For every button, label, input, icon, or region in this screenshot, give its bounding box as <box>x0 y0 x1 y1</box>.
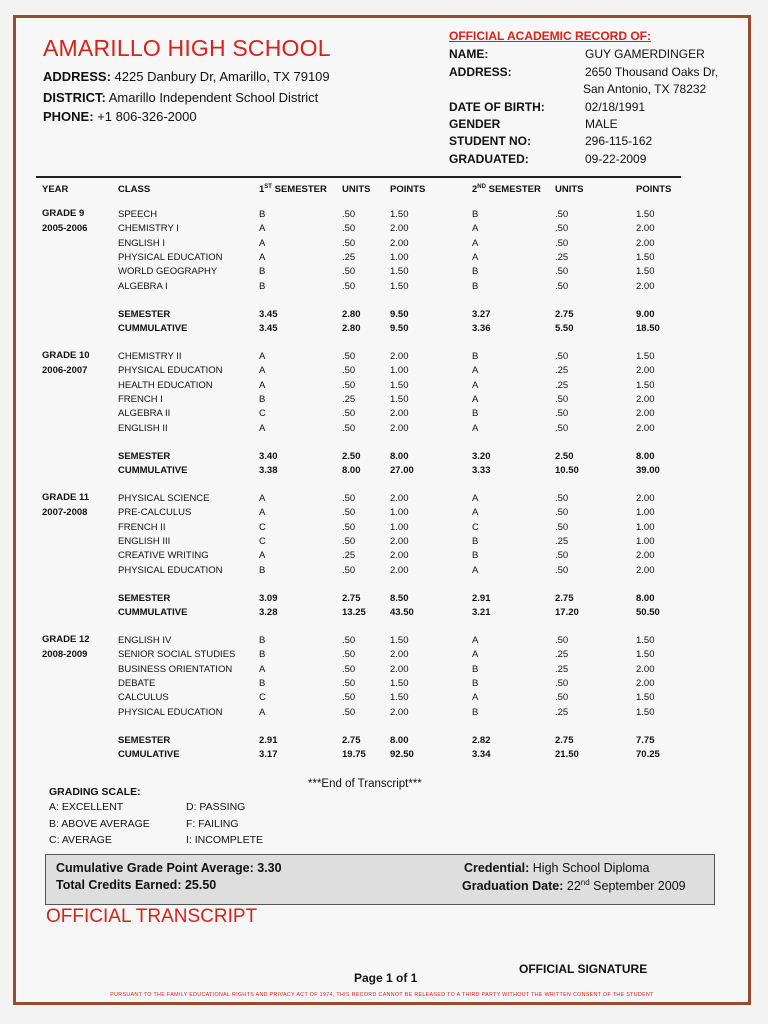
class-u2: .50 <box>555 564 569 576</box>
semester-label: SEMESTER <box>118 734 171 746</box>
cumulative-g2: 3.36 <box>472 323 491 335</box>
ferpa-notice: PURSUANT TO THE FAMILY EDUCATIONAL RIGHTS AND PRIVACY ACT OF 1974, THIS RECORD CANNOT BE RELEASED TO A THIRD PARTY WITHOUT THE WRITTEN CONSENT OF THE STUDENT <box>110 992 654 998</box>
summary-box <box>45 854 715 905</box>
semester-u2: 2.75 <box>555 734 574 746</box>
class-u2: .50 <box>555 393 569 405</box>
cumulative-gpa: Cumulative Grade Point Average: 3.30 <box>56 861 282 875</box>
class-name: ENGLISH I <box>118 237 165 249</box>
class-p1: 2.00 <box>390 550 409 562</box>
official-signature: OFFICIAL SIGNATURE <box>519 962 648 976</box>
class-g2: B <box>472 706 479 718</box>
semester-u1: 2.75 <box>342 592 361 604</box>
class-p1: 2.00 <box>390 422 409 434</box>
grade-years: 2007-2008 <box>42 507 88 518</box>
class-g1: A <box>259 550 266 562</box>
class-p1: 1.50 <box>390 692 409 704</box>
class-name: ENGLISH II <box>118 422 168 434</box>
header-rule <box>36 176 681 178</box>
semester-p2: 8.00 <box>636 450 655 462</box>
class-p1: 1.50 <box>390 280 409 292</box>
class-g2: B <box>472 535 479 547</box>
class-p2: 2.00 <box>636 393 655 405</box>
semester-u2: 2.75 <box>555 308 574 320</box>
class-u1: .50 <box>342 408 356 420</box>
end-of-transcript: ***End of Transcript*** <box>308 778 422 790</box>
semester-u2: 2.75 <box>555 592 574 604</box>
cumulative-g1: 3.45 <box>259 323 278 335</box>
cumulative-u1: 8.00 <box>342 465 361 477</box>
class-u1: .50 <box>342 223 356 235</box>
class-p2: 2.00 <box>636 408 655 420</box>
class-u2: .50 <box>555 677 569 689</box>
semester-u1: 2.75 <box>342 734 361 746</box>
class-name: CREATIVE WRITING <box>118 550 209 562</box>
class-u2: .25 <box>555 706 569 718</box>
class-g1: B <box>259 677 266 689</box>
class-p2: 1.50 <box>636 379 655 391</box>
col-points2: POINTS <box>636 184 672 195</box>
class-u2: .50 <box>555 351 569 362</box>
class-g1: B <box>259 266 266 278</box>
class-p2: 1.50 <box>636 351 655 362</box>
class-name: WORLD GEOGRAPHY <box>118 266 218 278</box>
class-g1: A <box>259 251 266 263</box>
class-u1: .50 <box>342 365 356 377</box>
class-p2: 1.50 <box>636 706 655 718</box>
scale-c: C: AVERAGE <box>49 834 112 846</box>
cumulative-g2: 3.33 <box>472 465 491 477</box>
scale-b: B: ABOVE AVERAGE <box>49 818 150 830</box>
cumulative-g1: 3.28 <box>259 607 278 619</box>
grade-label: GRADE 12 <box>42 634 90 645</box>
class-u2: .25 <box>555 649 569 661</box>
class-u1: .50 <box>342 351 356 362</box>
class-g1: B <box>259 635 266 646</box>
grading-scale-title: GRADING SCALE: <box>49 786 141 798</box>
cumulative-g2: 3.34 <box>472 749 491 761</box>
record-title: OFFICIAL ACADEMIC RECORD OF: <box>449 29 651 43</box>
class-p2: 1.50 <box>636 266 655 278</box>
class-name: SENIOR SOCIAL STUDIES <box>118 649 236 661</box>
cumulative-u1: 13.25 <box>342 607 366 619</box>
class-p2: 1.00 <box>636 535 655 547</box>
class-g2: A <box>472 564 479 576</box>
class-g1: B <box>259 564 266 576</box>
cumulative-p1: 27.00 <box>390 465 414 477</box>
col-sem2: 2ND SEMESTER <box>472 184 541 196</box>
transcript-page: AMARILLO HIGH SCHOOL ADDRESS: 4225 Danbury Dr, Amarillo, TX 79109 DISTRICT: Amarillo Independent School District PHONE: +1 806-326-2000 OFFICIAL ACADEMIC RECORD OF: NAME: GUY GAMERDINGER ADDRESS: 2650 Thousand Oaks Dr, San Antonio, TX 78232 DATE OF BIRTH: 02/18/1991 GENDER MALE STUDENT NO: 296-115-162 GRADUATED: 09-22-2009 YEAR CLASS 1ST SEMESTER UNITS POINTS 2ND SEMESTER UNITS POINTS GRADE 9 2005-2006 SPEECH B .50 1.50 B .50 1.50 CHEMISTRY I A .50 2.00 A .50 2.00 ENGLISH I A .50 2.00 A .50 2.00 PHYSICAL EDUCATION A .25 1.00 A .25 1.50 WORLD GEOGRAPHY B .50 1.50 B .50 1.50 ALGEBRA I B .50 1.50 B .50 2.00 SEMESTER CUMMULATIVE 3.45 3.45 2.80 2.80 9.50 9.50 3.27 3.36 2.75 5.50 9.00 18.50 GRADE 10 2006-2007 CHEMISTRY II A .50 2.00 B .50 1.50 PHYSICAL EDUCATION A .50 1.00 A .25 2.00 HEALTH EDUCATION A .50 1.50 A .25 1.50 FRENCH I B .25 1.50 A .50 2.00 ALGEBRA II C .50 2.00 B .50 2.00 ENGLISH II A .50 2.00 A .50 2.00 SEMESTER CUMMULATIVE 3.40 3.38 2.50 8.00 8.00 27.00 3.20 3.33 2.50 10.50 8.00 39.00 GRADE 11 2007-2008 PHYSICAL SCIENCE A .50 2.00 A .50 2.00 PRE-CALCULUS A .50 1.00 A .50 1.00 FRENCH II C .50 1.00 C .50 1.00 ENGLISH III C .50 2.00 B .25 1.00 CREATIVE WRITING A .25 2.00 B .50 2.00 PHYSICAL EDUCATION B .50 2.00 A .50 2.00 SEMESTER CUMMULATIVE 3.09 3.28 2.75 13.25 8.50 43.50 2.91 3.21 2.75 17.20 8.00 50.50 GRADE 12 2008-2009 ENGLISH IV B .50 1.50 A .50 1.50 SENIOR SOCIAL STUDIES B .50 2.00 A .25 1.50 BUSINESS ORIENTATION A .50 2.00 B .25 2.00 DEBATE B .50 1.50 B .50 2.00 CALCULUS C .50 1.50 A .50 1.50 PHYSICAL EDUCATION A .50 2.00 B .25 1.50 SEMESTER CUMULATIVE 2.91 3.17 2.75 19.75 8.00 92.50 2.82 3.34 2.75 21.50 7.75 70.25 ***End of Transcript*** GRADING SCALE: A: EXCELLENT B: ABOVE AVERAGE C: AVERAGE D: PASSING F: FAILING I: INCOMPLETE Cumulative Grade Point Average: 3.30 Total Credits Earned: 25.50 Credential: High School Diploma Graduation Date: 22nd September 2009 OFFICIAL TRANSCRIPT Page 1 of 1 OFFICIAL SIGNATURE PURSUANT TO THE FAMILY EDUCATIONAL RIGHTS AND PRIVACY ACT OF 1974, THIS RECORD CANNOT BE RELEASED TO A THIRD PARTY WITHOUT THE WRITTEN CONSENT OF THE STUDENT <box>13 15 751 1005</box>
semester-p1: 8.00 <box>390 734 409 746</box>
class-p2: 2.00 <box>636 280 655 292</box>
class-p1: 2.00 <box>390 706 409 718</box>
class-g2: B <box>472 209 479 220</box>
class-u2: .50 <box>555 223 569 235</box>
class-name: ENGLISH III <box>118 535 171 547</box>
class-p1: 2.00 <box>390 351 409 362</box>
cumulative-p1: 9.50 <box>390 323 409 335</box>
cumulative-p2: 70.25 <box>636 749 660 761</box>
class-g1: A <box>259 365 266 377</box>
col-sem1: 1ST SEMESTER <box>259 184 327 196</box>
class-p1: 1.50 <box>390 266 409 278</box>
class-g1: C <box>259 521 266 533</box>
cumulative-u1: 2.80 <box>342 323 361 335</box>
cumulative-g1: 3.38 <box>259 465 278 477</box>
col-class: CLASS <box>118 184 151 195</box>
class-u1: .50 <box>342 677 356 689</box>
class-p2: 2.00 <box>636 223 655 235</box>
class-g2: B <box>472 550 479 562</box>
grade-years: 2006-2007 <box>42 365 88 376</box>
grade-label: GRADE 9 <box>42 208 85 219</box>
class-p1: 2.00 <box>390 564 409 576</box>
class-u2: .50 <box>555 493 569 504</box>
class-p1: 1.00 <box>390 507 409 519</box>
class-g1: B <box>259 649 266 661</box>
class-name: PHYSICAL EDUCATION <box>118 706 223 718</box>
class-u1: .25 <box>342 550 356 562</box>
class-p2: 1.50 <box>636 649 655 661</box>
class-u1: .50 <box>342 706 356 718</box>
class-u2: .50 <box>555 550 569 562</box>
class-u1: .50 <box>342 493 356 504</box>
class-p1: 1.50 <box>390 209 409 220</box>
class-name: ALGEBRA I <box>118 280 168 292</box>
class-name: PHYSICAL EDUCATION <box>118 365 223 377</box>
class-g1: A <box>259 237 266 249</box>
class-g2: B <box>472 663 479 675</box>
class-u1: .50 <box>342 635 356 646</box>
class-p2: 2.00 <box>636 493 655 504</box>
cumulative-label: CUMMULATIVE <box>118 607 188 619</box>
class-g1: A <box>259 379 266 391</box>
class-g1: C <box>259 535 266 547</box>
class-name: HEALTH EDUCATION <box>118 379 213 391</box>
class-u2: .50 <box>555 521 569 533</box>
class-g1: B <box>259 209 266 220</box>
class-u1: .50 <box>342 280 356 292</box>
class-g1: A <box>259 351 266 362</box>
semester-u1: 2.50 <box>342 450 361 462</box>
class-g2: A <box>472 393 479 405</box>
class-u2: .25 <box>555 379 569 391</box>
class-u1: .50 <box>342 507 356 519</box>
semester-g1: 3.40 <box>259 450 278 462</box>
total-credits: Total Credits Earned: 25.50 <box>56 878 217 892</box>
class-u2: .50 <box>555 422 569 434</box>
school-name: AMARILLO HIGH SCHOOL <box>43 35 331 61</box>
class-p2: 2.00 <box>636 663 655 675</box>
class-p2: 1.50 <box>636 692 655 704</box>
class-name: CHEMISTRY I <box>118 223 179 235</box>
class-p1: 2.00 <box>390 663 409 675</box>
class-p2: 1.00 <box>636 507 655 519</box>
cumulative-u2: 10.50 <box>555 465 579 477</box>
grade-label: GRADE 10 <box>42 350 90 361</box>
col-units2: UNITS <box>555 184 584 195</box>
credential: Credential: High School Diploma <box>464 861 650 875</box>
semester-label: SEMESTER <box>118 592 171 604</box>
class-u1: .50 <box>342 521 356 533</box>
col-units1: UNITS <box>342 184 371 195</box>
semester-p2: 7.75 <box>636 734 655 746</box>
class-g2: A <box>472 507 479 519</box>
class-g2: A <box>472 365 479 377</box>
class-g2: A <box>472 422 479 434</box>
class-g2: A <box>472 237 479 249</box>
class-u1: .50 <box>342 237 356 249</box>
class-p1: 1.50 <box>390 393 409 405</box>
class-p1: 1.00 <box>390 365 409 377</box>
class-u1: .25 <box>342 393 356 405</box>
class-g2: A <box>472 251 479 263</box>
class-g1: A <box>259 507 266 519</box>
grade-label: GRADE 11 <box>42 492 89 503</box>
class-u2: .25 <box>555 535 569 547</box>
semester-g2: 3.27 <box>472 308 491 320</box>
semester-g2: 2.91 <box>472 592 491 604</box>
semester-label: SEMESTER <box>118 450 171 462</box>
class-name: CHEMISTRY II <box>118 351 182 362</box>
cumulative-p2: 50.50 <box>636 607 660 619</box>
class-u2: .50 <box>555 692 569 704</box>
class-p2: 1.50 <box>636 209 655 220</box>
class-name: FRENCH I <box>118 393 163 405</box>
class-g1: A <box>259 706 266 718</box>
page-number: Page 1 of 1 <box>354 971 418 985</box>
class-u2: .50 <box>555 237 569 249</box>
scale-a: A: EXCELLENT <box>49 801 124 813</box>
class-p2: 1.50 <box>636 251 655 263</box>
grade-years: 2008-2009 <box>42 649 88 660</box>
cumulative-g1: 3.17 <box>259 749 278 761</box>
class-g2: B <box>472 408 479 420</box>
class-u2: .50 <box>555 280 569 292</box>
class-name: CALCULUS <box>118 692 169 704</box>
cumulative-label: CUMULATIVE <box>118 749 180 761</box>
school-district: DISTRICT: Amarillo Independent School District <box>43 90 319 105</box>
class-p1: 2.00 <box>390 493 409 504</box>
scale-d: D: PASSING <box>186 801 246 813</box>
class-g1: C <box>259 408 266 420</box>
class-g1: A <box>259 663 266 675</box>
semester-u1: 2.80 <box>342 308 361 320</box>
class-g1: B <box>259 393 266 405</box>
class-u1: .25 <box>342 251 356 263</box>
class-u2: .25 <box>555 251 569 263</box>
graduation-date: Graduation Date: 22nd September 2009 <box>462 878 686 894</box>
cumulative-label: CUMMULATIVE <box>118 465 188 477</box>
cumulative-p1: 92.50 <box>390 749 414 761</box>
class-name: BUSINESS ORIENTATION <box>118 663 233 675</box>
class-u2: .25 <box>555 663 569 675</box>
class-p1: 2.00 <box>390 535 409 547</box>
class-g2: A <box>472 692 479 704</box>
class-u2: .50 <box>555 408 569 420</box>
class-name: PHYSICAL EDUCATION <box>118 251 223 263</box>
cumulative-u2: 5.50 <box>555 323 574 335</box>
class-p1: 2.00 <box>390 649 409 661</box>
class-g2: B <box>472 266 479 278</box>
school-address: ADDRESS: 4225 Danbury Dr, Amarillo, TX 79109 <box>43 69 330 84</box>
class-g2: B <box>472 351 479 362</box>
class-p1: 1.00 <box>390 521 409 533</box>
class-p1: 2.00 <box>390 237 409 249</box>
class-g1: B <box>259 280 266 292</box>
class-g2: A <box>472 379 479 391</box>
col-year: YEAR <box>42 184 69 195</box>
scale-f: F: FAILING <box>186 818 239 830</box>
semester-p1: 8.00 <box>390 450 409 462</box>
cumulative-p1: 43.50 <box>390 607 414 619</box>
class-g1: C <box>259 692 266 704</box>
class-u2: .25 <box>555 365 569 377</box>
class-g1: A <box>259 223 266 235</box>
class-p2: 2.00 <box>636 422 655 434</box>
scale-i: I: INCOMPLETE <box>186 834 264 846</box>
class-name: PHYSICAL SCIENCE <box>118 493 210 504</box>
class-p2: 1.50 <box>636 635 655 646</box>
official-transcript-heading: OFFICIAL TRANSCRIPT <box>46 906 258 927</box>
cumulative-u1: 19.75 <box>342 749 366 761</box>
class-p2: 2.00 <box>636 564 655 576</box>
class-p2: 2.00 <box>636 237 655 249</box>
cumulative-label: CUMMULATIVE <box>118 323 188 335</box>
school-phone: PHONE: +1 806-326-2000 <box>43 109 197 124</box>
semester-g1: 3.09 <box>259 592 278 604</box>
class-name: PRE-CALCULUS <box>118 507 192 519</box>
class-u1: .50 <box>342 564 356 576</box>
semester-p2: 8.00 <box>636 592 655 604</box>
cumulative-g2: 3.21 <box>472 607 491 619</box>
class-g2: B <box>472 280 479 292</box>
class-g1: A <box>259 422 266 434</box>
class-p2: 2.00 <box>636 365 655 377</box>
class-p2: 1.00 <box>636 521 655 533</box>
semester-g2: 3.20 <box>472 450 491 462</box>
class-u1: .50 <box>342 535 356 547</box>
semester-p2: 9.00 <box>636 308 655 320</box>
class-u1: .50 <box>342 422 356 434</box>
class-g2: A <box>472 649 479 661</box>
semester-p1: 9.50 <box>390 308 409 320</box>
class-g2: A <box>472 223 479 235</box>
class-name: DEBATE <box>118 677 156 689</box>
class-name: ENGLISH IV <box>118 635 172 646</box>
class-u2: .50 <box>555 209 569 220</box>
class-g1: A <box>259 493 266 504</box>
semester-g2: 2.82 <box>472 734 491 746</box>
cumulative-p2: 39.00 <box>636 465 660 477</box>
semester-p1: 8.50 <box>390 592 409 604</box>
class-u1: .50 <box>342 266 356 278</box>
class-p1: 1.50 <box>390 635 409 646</box>
class-u1: .50 <box>342 663 356 675</box>
class-p2: 2.00 <box>636 677 655 689</box>
class-g2: A <box>472 493 479 504</box>
class-u2: .50 <box>555 635 569 646</box>
class-g2: C <box>472 521 479 533</box>
class-u1: .50 <box>342 692 356 704</box>
class-u2: .50 <box>555 507 569 519</box>
class-p1: 2.00 <box>390 408 409 420</box>
semester-g1: 2.91 <box>259 734 278 746</box>
class-p2: 2.00 <box>636 550 655 562</box>
cumulative-u2: 17.20 <box>555 607 579 619</box>
class-name: ALGEBRA II <box>118 408 171 420</box>
semester-label: SEMESTER <box>118 308 171 320</box>
semester-u2: 2.50 <box>555 450 574 462</box>
class-u1: .50 <box>342 209 356 220</box>
class-u1: .50 <box>342 379 356 391</box>
col-points1: POINTS <box>390 184 426 195</box>
class-u2: .50 <box>555 266 569 278</box>
semester-g1: 3.45 <box>259 308 278 320</box>
class-p1: 2.00 <box>390 223 409 235</box>
class-name: PHYSICAL EDUCATION <box>118 564 223 576</box>
cumulative-p2: 18.50 <box>636 323 660 335</box>
class-p1: 1.00 <box>390 251 409 263</box>
class-name: SPEECH <box>118 209 158 220</box>
class-g2: A <box>472 635 479 646</box>
class-g2: B <box>472 677 479 689</box>
class-p1: 1.50 <box>390 677 409 689</box>
cumulative-u2: 21.50 <box>555 749 579 761</box>
class-u1: .50 <box>342 649 356 661</box>
class-name: FRENCH II <box>118 521 166 533</box>
class-p1: 1.50 <box>390 379 409 391</box>
grade-years: 2005-2006 <box>42 223 88 234</box>
